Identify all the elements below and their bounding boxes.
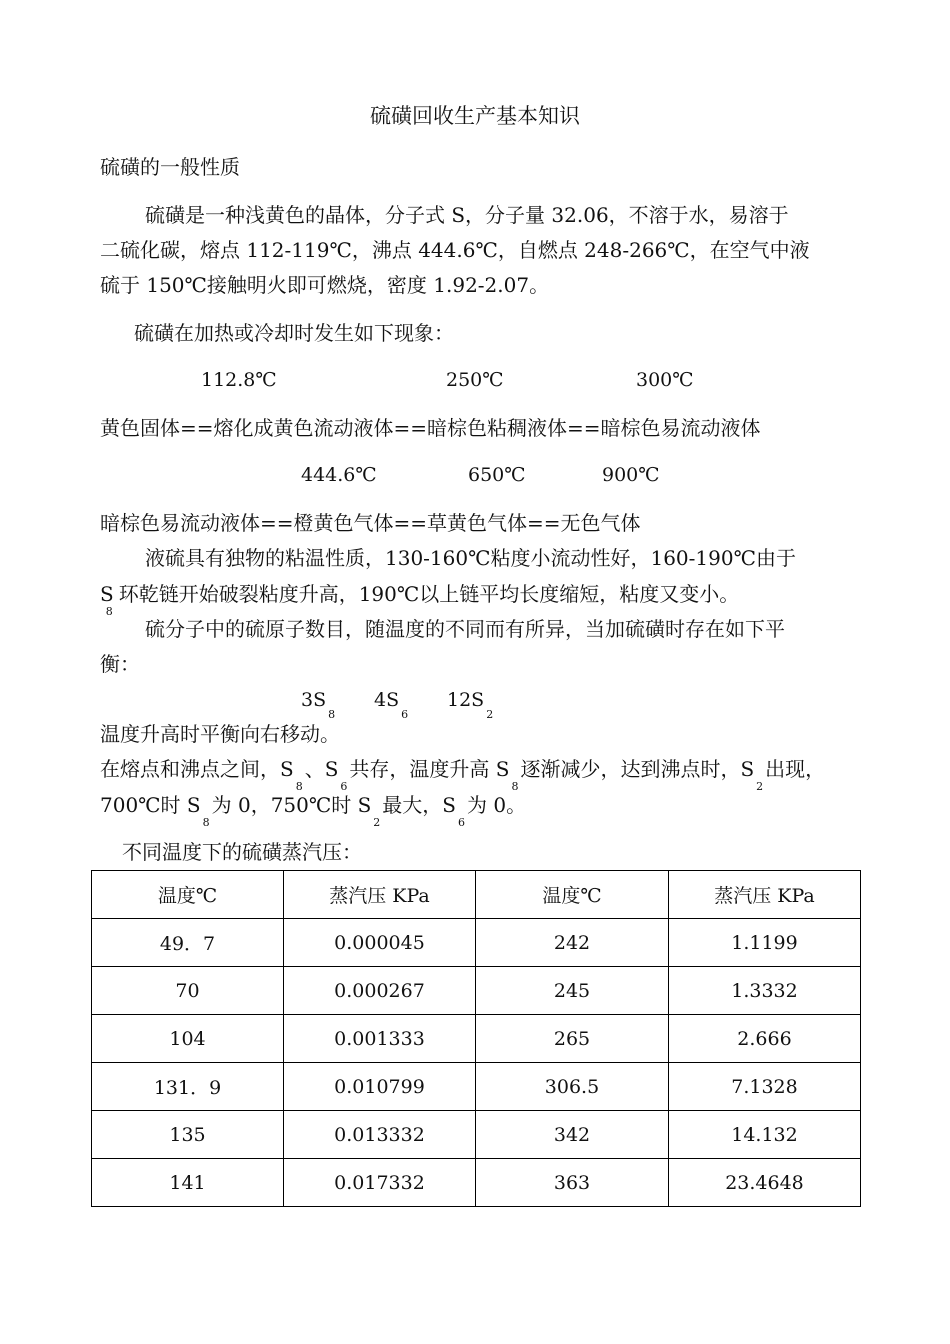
para1-line1: 硫磺是一种浅黄色的晶体，分子式 S，分子量 32.06，不溶于水，易溶于 <box>145 203 789 227</box>
table-row <box>92 919 861 967</box>
p6-seg5: 出现， <box>765 757 826 781</box>
p6-l2-seg3: 最大，S <box>382 793 456 817</box>
table-cell: 342 <box>476 1111 669 1159</box>
equilibrium-4s6 <box>374 687 409 721</box>
table-row <box>92 967 861 1015</box>
table-cell: 306.5 <box>476 1063 669 1111</box>
vapor-pressure-table <box>91 870 861 1207</box>
table-cell: 0.010799 <box>284 1063 476 1111</box>
p6-sub2: 6 <box>340 780 348 793</box>
temp-112: 112.8℃ <box>201 369 277 391</box>
table-cell: 131．9 <box>92 1063 284 1111</box>
table-cell: 23.4648 <box>669 1159 861 1207</box>
phase-line-2: 暗棕色易流动液体==橙黄色气体==草黄色气体==无色气体 <box>100 511 641 535</box>
table-cell: 49．7 <box>92 919 284 967</box>
p6-seg3: 共存，温度升高 S <box>349 757 510 781</box>
table-row <box>92 1159 861 1207</box>
p6-l2-seg2: 为 0，750℃时 S <box>211 793 372 817</box>
eq-a-sub: 8 <box>328 708 336 721</box>
p6-l2-sub3: 6 <box>458 816 465 829</box>
p6-sub4: 2 <box>756 780 764 793</box>
phase-line-1: 黄色固体==熔化成黄色流动液体==暗棕色粘稠液体==暗棕色易流动液体 <box>100 416 761 440</box>
eq-b-sub: 6 <box>401 708 409 721</box>
header-temp-2: 温度℃ <box>476 871 669 919</box>
table-header-row <box>92 871 861 919</box>
table-cell: 70 <box>92 967 284 1015</box>
para5: 温度升高时平衡向右移动。 <box>100 722 340 746</box>
p6-seg1: 在熔点和沸点之间，S <box>100 757 294 781</box>
table-cell: 1.1199 <box>669 919 861 967</box>
table-cell: 2.666 <box>669 1015 861 1063</box>
temp-900: 900℃ <box>602 464 660 486</box>
para6-line1 <box>100 755 826 793</box>
eq-b: 4S <box>374 689 400 711</box>
para4-line2: 衡： <box>100 652 140 676</box>
table-cell: 242 <box>476 919 669 967</box>
para3-line2 <box>100 580 740 618</box>
page-title: 硫磺回收生产基本知识 <box>370 104 580 128</box>
table-cell: 1.3332 <box>669 967 861 1015</box>
para3-line1: 液硫具有独物的粘温性质，130-160℃粘度小流动性好，160-190℃由于 <box>145 546 796 570</box>
para1-line2: 二硫化碳，熔点 112-119℃，沸点 444.6℃，自燃点 248-266℃，在空气中液 <box>100 238 810 262</box>
table-cell: 0.017332 <box>284 1159 476 1207</box>
table-cell: 141 <box>92 1159 284 1207</box>
table-cell: 104 <box>92 1015 284 1063</box>
equilibrium-3s8 <box>301 687 336 721</box>
p6-l2-seg1: 700℃时 S <box>100 793 201 817</box>
p6-l2-seg4: 为 0。 <box>467 793 527 817</box>
table-row <box>92 1015 861 1063</box>
p6-seg4: 逐渐减少，达到沸点时，S <box>520 757 755 781</box>
table-cell: 14.132 <box>669 1111 861 1159</box>
s8-symbol: S <box>100 582 114 606</box>
temp-444: 444.6℃ <box>301 464 377 486</box>
eq-c-sub: 2 <box>486 708 494 721</box>
table-row <box>92 1111 861 1159</box>
table-row <box>92 1063 861 1111</box>
table-cell: 363 <box>476 1159 669 1207</box>
temp-250: 250℃ <box>446 369 504 391</box>
temp-300: 300℃ <box>636 369 694 391</box>
header-pressure-1: 蒸汽压 KPa <box>284 871 476 919</box>
para2: 硫磺在加热或冷却时发生如下现象： <box>134 321 454 345</box>
para6-line2 <box>100 791 527 829</box>
table-cell: 265 <box>476 1015 669 1063</box>
table-cell: 135 <box>92 1111 284 1159</box>
section-heading: 硫磺的一般性质 <box>100 155 240 179</box>
p6-sub1: 8 <box>295 780 303 793</box>
para4-line1: 硫分子中的硫原子数目，随温度的不同而有所异，当加硫磺时存在如下平 <box>145 617 785 641</box>
eq-a: 3S <box>301 689 327 711</box>
p6-seg2: 、S <box>304 757 339 781</box>
table-cell: 0.000045 <box>284 919 476 967</box>
para1-line3: 硫于 150℃接触明火即可燃烧，密度 1.92-2.07。 <box>100 273 550 297</box>
table-cell: 0.013332 <box>284 1111 476 1159</box>
table-caption: 不同温度下的硫磺蒸汽压： <box>122 840 362 864</box>
table-cell: 245 <box>476 967 669 1015</box>
header-temp-1: 温度℃ <box>92 871 284 919</box>
s8-subscript: 8 <box>105 605 113 618</box>
table-cell: 7.1328 <box>669 1063 861 1111</box>
equilibrium-12s2 <box>447 687 494 721</box>
p6-sub3: 8 <box>511 780 519 793</box>
temp-650: 650℃ <box>468 464 526 486</box>
p6-l2-sub2: 2 <box>373 816 381 829</box>
para3-line2-text: 环乾链开始破裂粘度升高，190℃以上链平均长度缩短，粘度又变小。 <box>118 582 740 606</box>
table-cell: 0.000267 <box>284 967 476 1015</box>
eq-c: 12S <box>447 689 485 711</box>
header-pressure-2: 蒸汽压 KPa <box>669 871 861 919</box>
p6-l2-sub1: 8 <box>202 816 210 829</box>
table-cell: 0.001333 <box>284 1015 476 1063</box>
